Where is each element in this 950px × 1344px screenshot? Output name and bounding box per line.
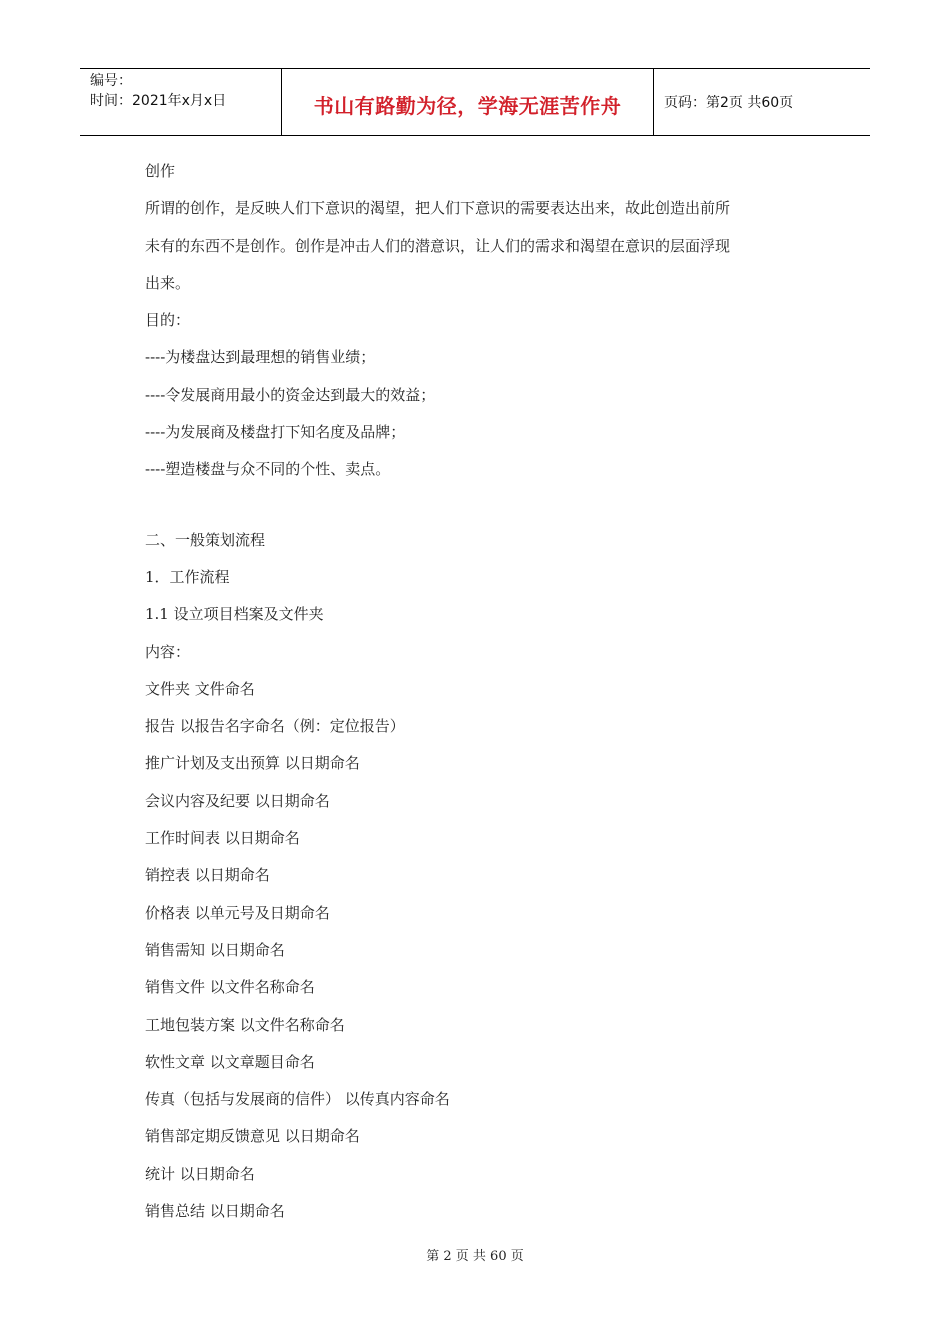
text-line: 销售总结 以日期命名 <box>145 1202 285 1221</box>
text-line: 软性文章 以文章题目命名 <box>145 1052 315 1071</box>
header-motto-cell <box>282 69 654 135</box>
text-line: 创作 <box>145 162 176 180</box>
text-line: 统计 以日期命名 <box>145 1164 255 1183</box>
text-line: 销售文件 以文件名称命名 <box>145 978 315 997</box>
text-line: ----令发展商用最小的资金达到最大的效益； <box>145 385 436 404</box>
paragraph-gap <box>145 489 825 522</box>
text-line: 销售需知 以日期命名 <box>145 940 285 959</box>
text-line: 1．工作流程 <box>145 567 230 586</box>
header-time-label: 时间：2021年x月x日 <box>90 93 227 109</box>
header-motto: 书山有路勤为径，学海无涯苦作舟 <box>313 93 622 118</box>
text-line: 推广计划及支出预算 以日期命名 <box>145 754 360 773</box>
page-header <box>80 68 870 136</box>
text-line: 价格表 以单元号及日期命名 <box>145 903 330 922</box>
text-line: 内容： <box>145 642 191 661</box>
text-line: 1.1 设立项目档案及文件夹 <box>145 605 324 624</box>
section-planning-process <box>145 522 825 1231</box>
text-line: 工地包装方案 以文件名称命名 <box>145 1015 345 1034</box>
text-line: 未有的东西不是创作。创作是冲击人们的潜意识，让人们的需求和渴望在意识的层面浮现 <box>145 236 731 255</box>
header-number-label: 编号： <box>90 73 132 89</box>
text-line: 报告 以报告名字命名（例：定位报告） <box>145 717 405 736</box>
text-line: 目的： <box>145 311 191 330</box>
text-line: 会议内容及纪要 以日期命名 <box>145 791 330 810</box>
page-footer: 第 2 页 共 60 页 <box>426 1249 524 1264</box>
text-line: 销售部定期反馈意见 以日期命名 <box>145 1127 360 1146</box>
text-line: 工作时间表 以日期命名 <box>145 829 300 848</box>
text-line: ----塑造楼盘与众不同的个性、卖点。 <box>145 460 391 479</box>
text-line: 销控表 以日期命名 <box>145 866 270 885</box>
text-line: 文件夹 文件命名 <box>145 679 255 698</box>
text-line: ----为发展商及楼盘打下知名度及品牌； <box>145 423 406 442</box>
header-page-info: 页码：第2页 共60页 <box>664 95 794 111</box>
header-meta <box>80 69 282 135</box>
text-line: 传真（包括与发展商的信件） 以传真内容命名 <box>145 1090 450 1109</box>
text-line: 二、一般策划流程 <box>145 530 266 549</box>
text-line: 所谓的创作，是反映人们下意识的渴望，把人们下意识的需要表达出来，故此创造出前所 <box>145 199 731 218</box>
document-body <box>145 153 825 1230</box>
text-line: 出来。 <box>145 273 191 292</box>
text-line: ----为楼盘达到最理想的销售业绩； <box>145 348 376 367</box>
section-creation <box>145 153 825 489</box>
